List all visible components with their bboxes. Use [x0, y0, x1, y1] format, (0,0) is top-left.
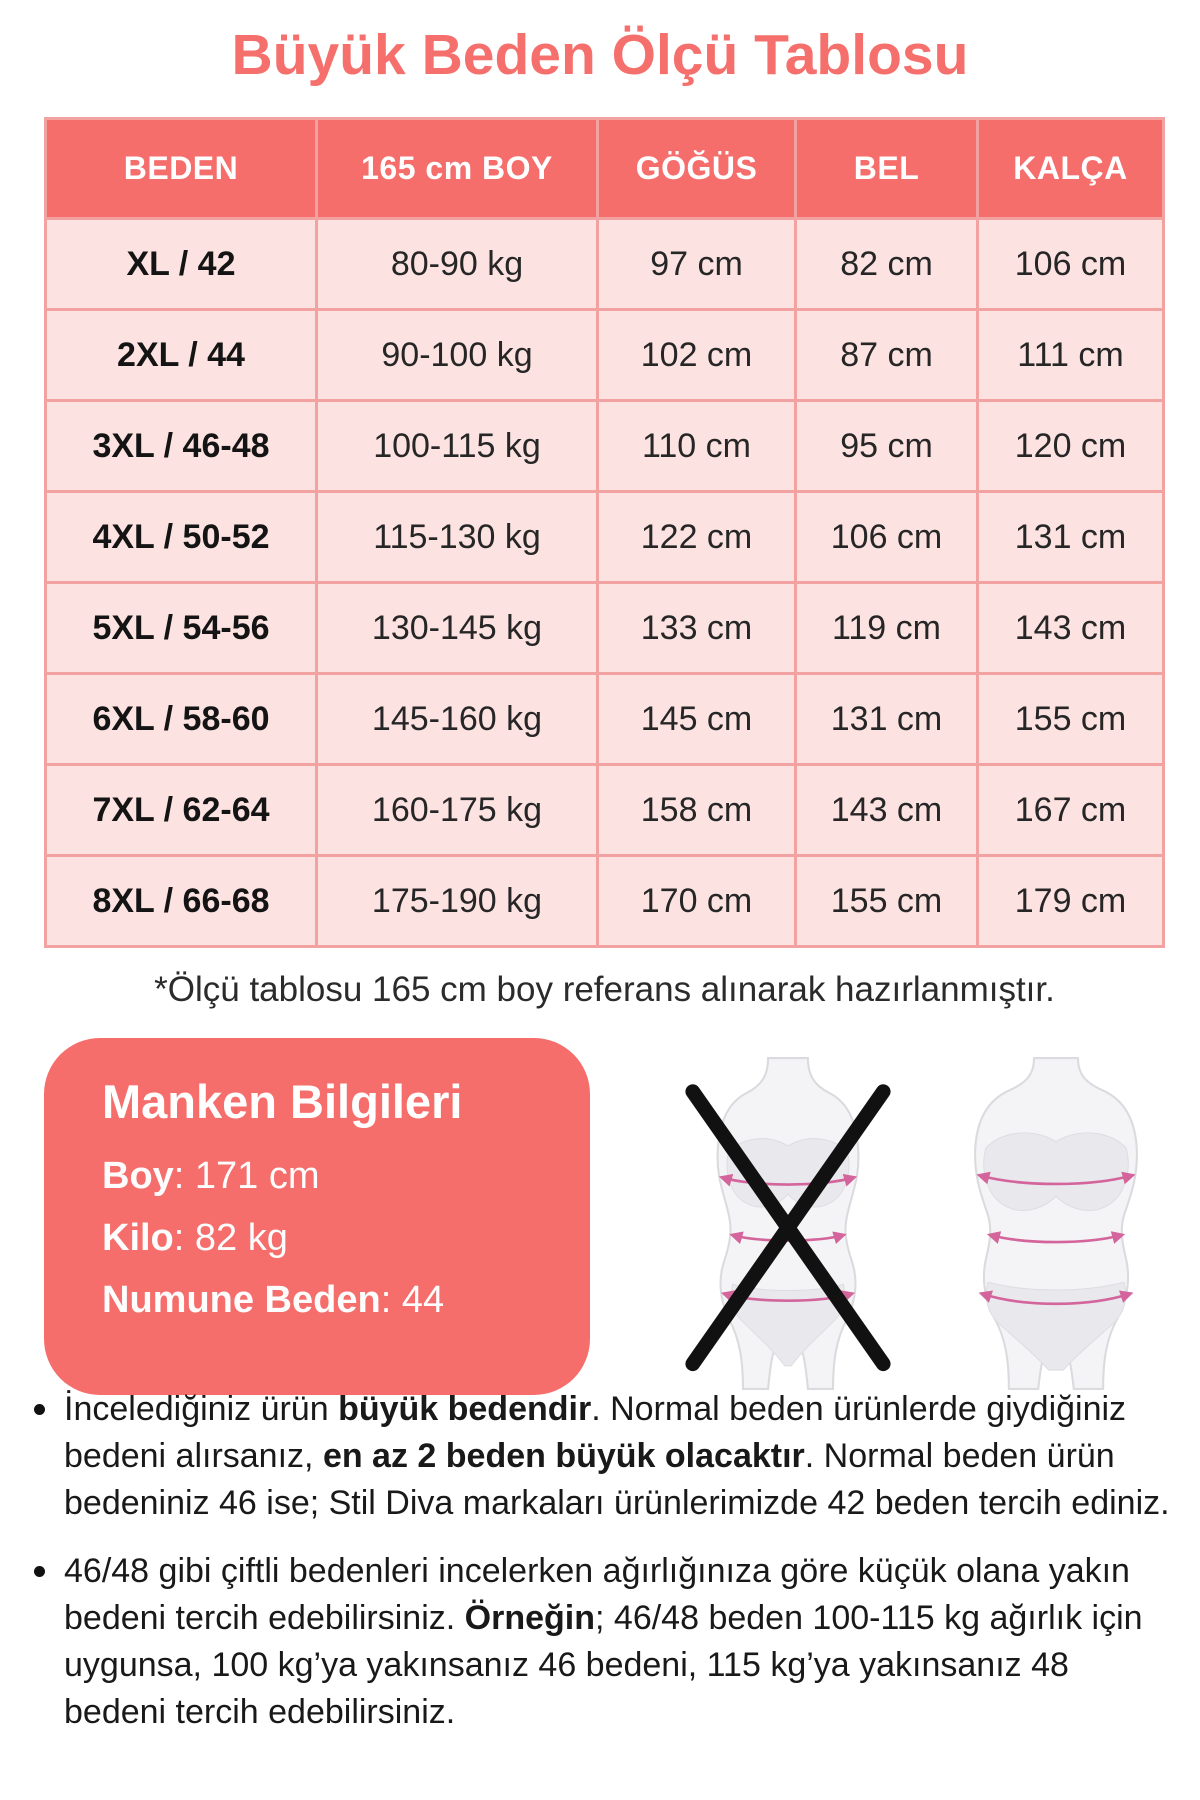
measurement-cell: 97 cm [599, 220, 794, 308]
measurement-cell: 106 cm [797, 493, 976, 581]
table-row [47, 493, 1162, 581]
size-label-cell: 7XL / 62-64 [47, 766, 315, 854]
model-info-value: : 44 [380, 1279, 445, 1321]
measurement-cell: 175-190 kg [318, 857, 596, 945]
table-row [47, 584, 1162, 672]
measurement-cell: 155 cm [797, 857, 976, 945]
model-info-value: : 171 cm [173, 1155, 320, 1197]
note-text-segment: . Normal beden ürün bedeniniz 46 ise; Stil Diva markaları ürünlerimizde 42 beden tercih ediniz. [64, 1437, 1170, 1522]
measurement-cell: 160-175 kg [318, 766, 596, 854]
note-text-segment: ; 46/48 beden 100-115 kg ağırlık için uygunsa, 100 kg’ya yakınsanız 46 bedeni, 115 kg’ya yakınsanız 48 bedeni tercih edebilirsiniz. [64, 1599, 1143, 1731]
measurement-cell: 100-115 kg [318, 402, 596, 490]
model-info-line [102, 1279, 550, 1322]
table-footnote: *Ölçü tablosu 165 cm boy referans alınarak hazırlanmıştır. [154, 970, 1055, 1009]
measurement-cell: 170 cm [599, 857, 794, 945]
column-header: 165 cm BOY [318, 120, 596, 217]
size-label-cell: 2XL / 44 [47, 311, 315, 399]
measurement-cell: 133 cm [599, 584, 794, 672]
measurement-cell: 95 cm [797, 402, 976, 490]
model-info-label: Boy [102, 1155, 174, 1197]
model-info-title: Manken Bilgileri [102, 1075, 463, 1128]
measurement-cell: 131 cm [797, 675, 976, 763]
note-text-segment: büyük bedendir [338, 1390, 592, 1428]
column-header: BEL [797, 120, 976, 217]
measurement-cell: 110 cm [599, 402, 794, 490]
measurement-cell: 145 cm [599, 675, 794, 763]
note-text-segment: 46/48 gibi çiftli bedenleri incelerken ağırlığınıza göre küçük olana yakın bedeni tercih edebilirsiniz. [64, 1552, 1130, 1637]
size-table [44, 117, 1165, 948]
measurement-cell: 120 cm [979, 402, 1162, 490]
measurement-cell: 131 cm [979, 493, 1162, 581]
size-label-cell: 5XL / 54-56 [47, 584, 315, 672]
size-label-cell: XL / 42 [47, 220, 315, 308]
slim-body-figure [672, 1056, 904, 1391]
size-label-cell: 4XL / 50-52 [47, 493, 315, 581]
measurement-cell: 143 cm [797, 766, 976, 854]
measurement-cell: 87 cm [797, 311, 976, 399]
table-row [47, 675, 1162, 763]
model-info-label: Numune Beden [102, 1279, 381, 1321]
column-header: KALÇA [979, 120, 1162, 217]
model-info-label: Kilo [102, 1217, 174, 1259]
measurement-cell: 130-145 kg [318, 584, 596, 672]
page-title: Büyük Beden Ölçü Tablosu [231, 23, 969, 87]
column-header: BEDEN [47, 120, 315, 217]
measurement-cell: 179 cm [979, 857, 1162, 945]
measurement-cell: 82 cm [797, 220, 976, 308]
note-item [32, 1386, 1174, 1527]
model-info-value: : 82 kg [173, 1217, 288, 1259]
model-info-box [44, 1038, 590, 1395]
size-label-cell: 6XL / 58-60 [47, 675, 315, 763]
table-row [47, 402, 1162, 490]
measurement-cell: 158 cm [599, 766, 794, 854]
table-row [47, 766, 1162, 854]
measurement-cell: 167 cm [979, 766, 1162, 854]
measurement-cell: 155 cm [979, 675, 1162, 763]
size-label-cell: 8XL / 66-68 [47, 857, 315, 945]
size-label-cell: 3XL / 46-48 [47, 402, 315, 490]
note-item [32, 1548, 1174, 1736]
notes-list [32, 1386, 1174, 1757]
measurement-cell: 111 cm [979, 311, 1162, 399]
model-info-line [102, 1155, 550, 1198]
table-row [47, 220, 1162, 308]
measurement-cell: 106 cm [979, 220, 1162, 308]
table-row [47, 311, 1162, 399]
note-text-segment: İncelediğiniz ürün [64, 1390, 339, 1428]
column-header: GÖĞÜS [599, 120, 794, 217]
measurement-cell: 145-160 kg [318, 675, 596, 763]
measurement-cell: 119 cm [797, 584, 976, 672]
model-info-line [102, 1217, 550, 1260]
note-text-segment: en az 2 beden büyük olacaktır [322, 1437, 805, 1475]
table-header-row [47, 120, 1162, 217]
note-text-segment: Örneğin [464, 1599, 596, 1637]
table-row [47, 857, 1162, 945]
model-info-lines [102, 1155, 550, 1322]
note-text-segment: . Normal beden ürünlerde giydiğiniz bedeni alırsanız, [64, 1390, 1127, 1475]
measurement-cell: 102 cm [599, 311, 794, 399]
measurement-cell: 80-90 kg [318, 220, 596, 308]
plus-size-body-figure [942, 1056, 1170, 1391]
measurement-cell: 122 cm [599, 493, 794, 581]
measurement-cell: 143 cm [979, 584, 1162, 672]
measurement-cell: 90-100 kg [318, 311, 596, 399]
measurement-cell: 115-130 kg [318, 493, 596, 581]
